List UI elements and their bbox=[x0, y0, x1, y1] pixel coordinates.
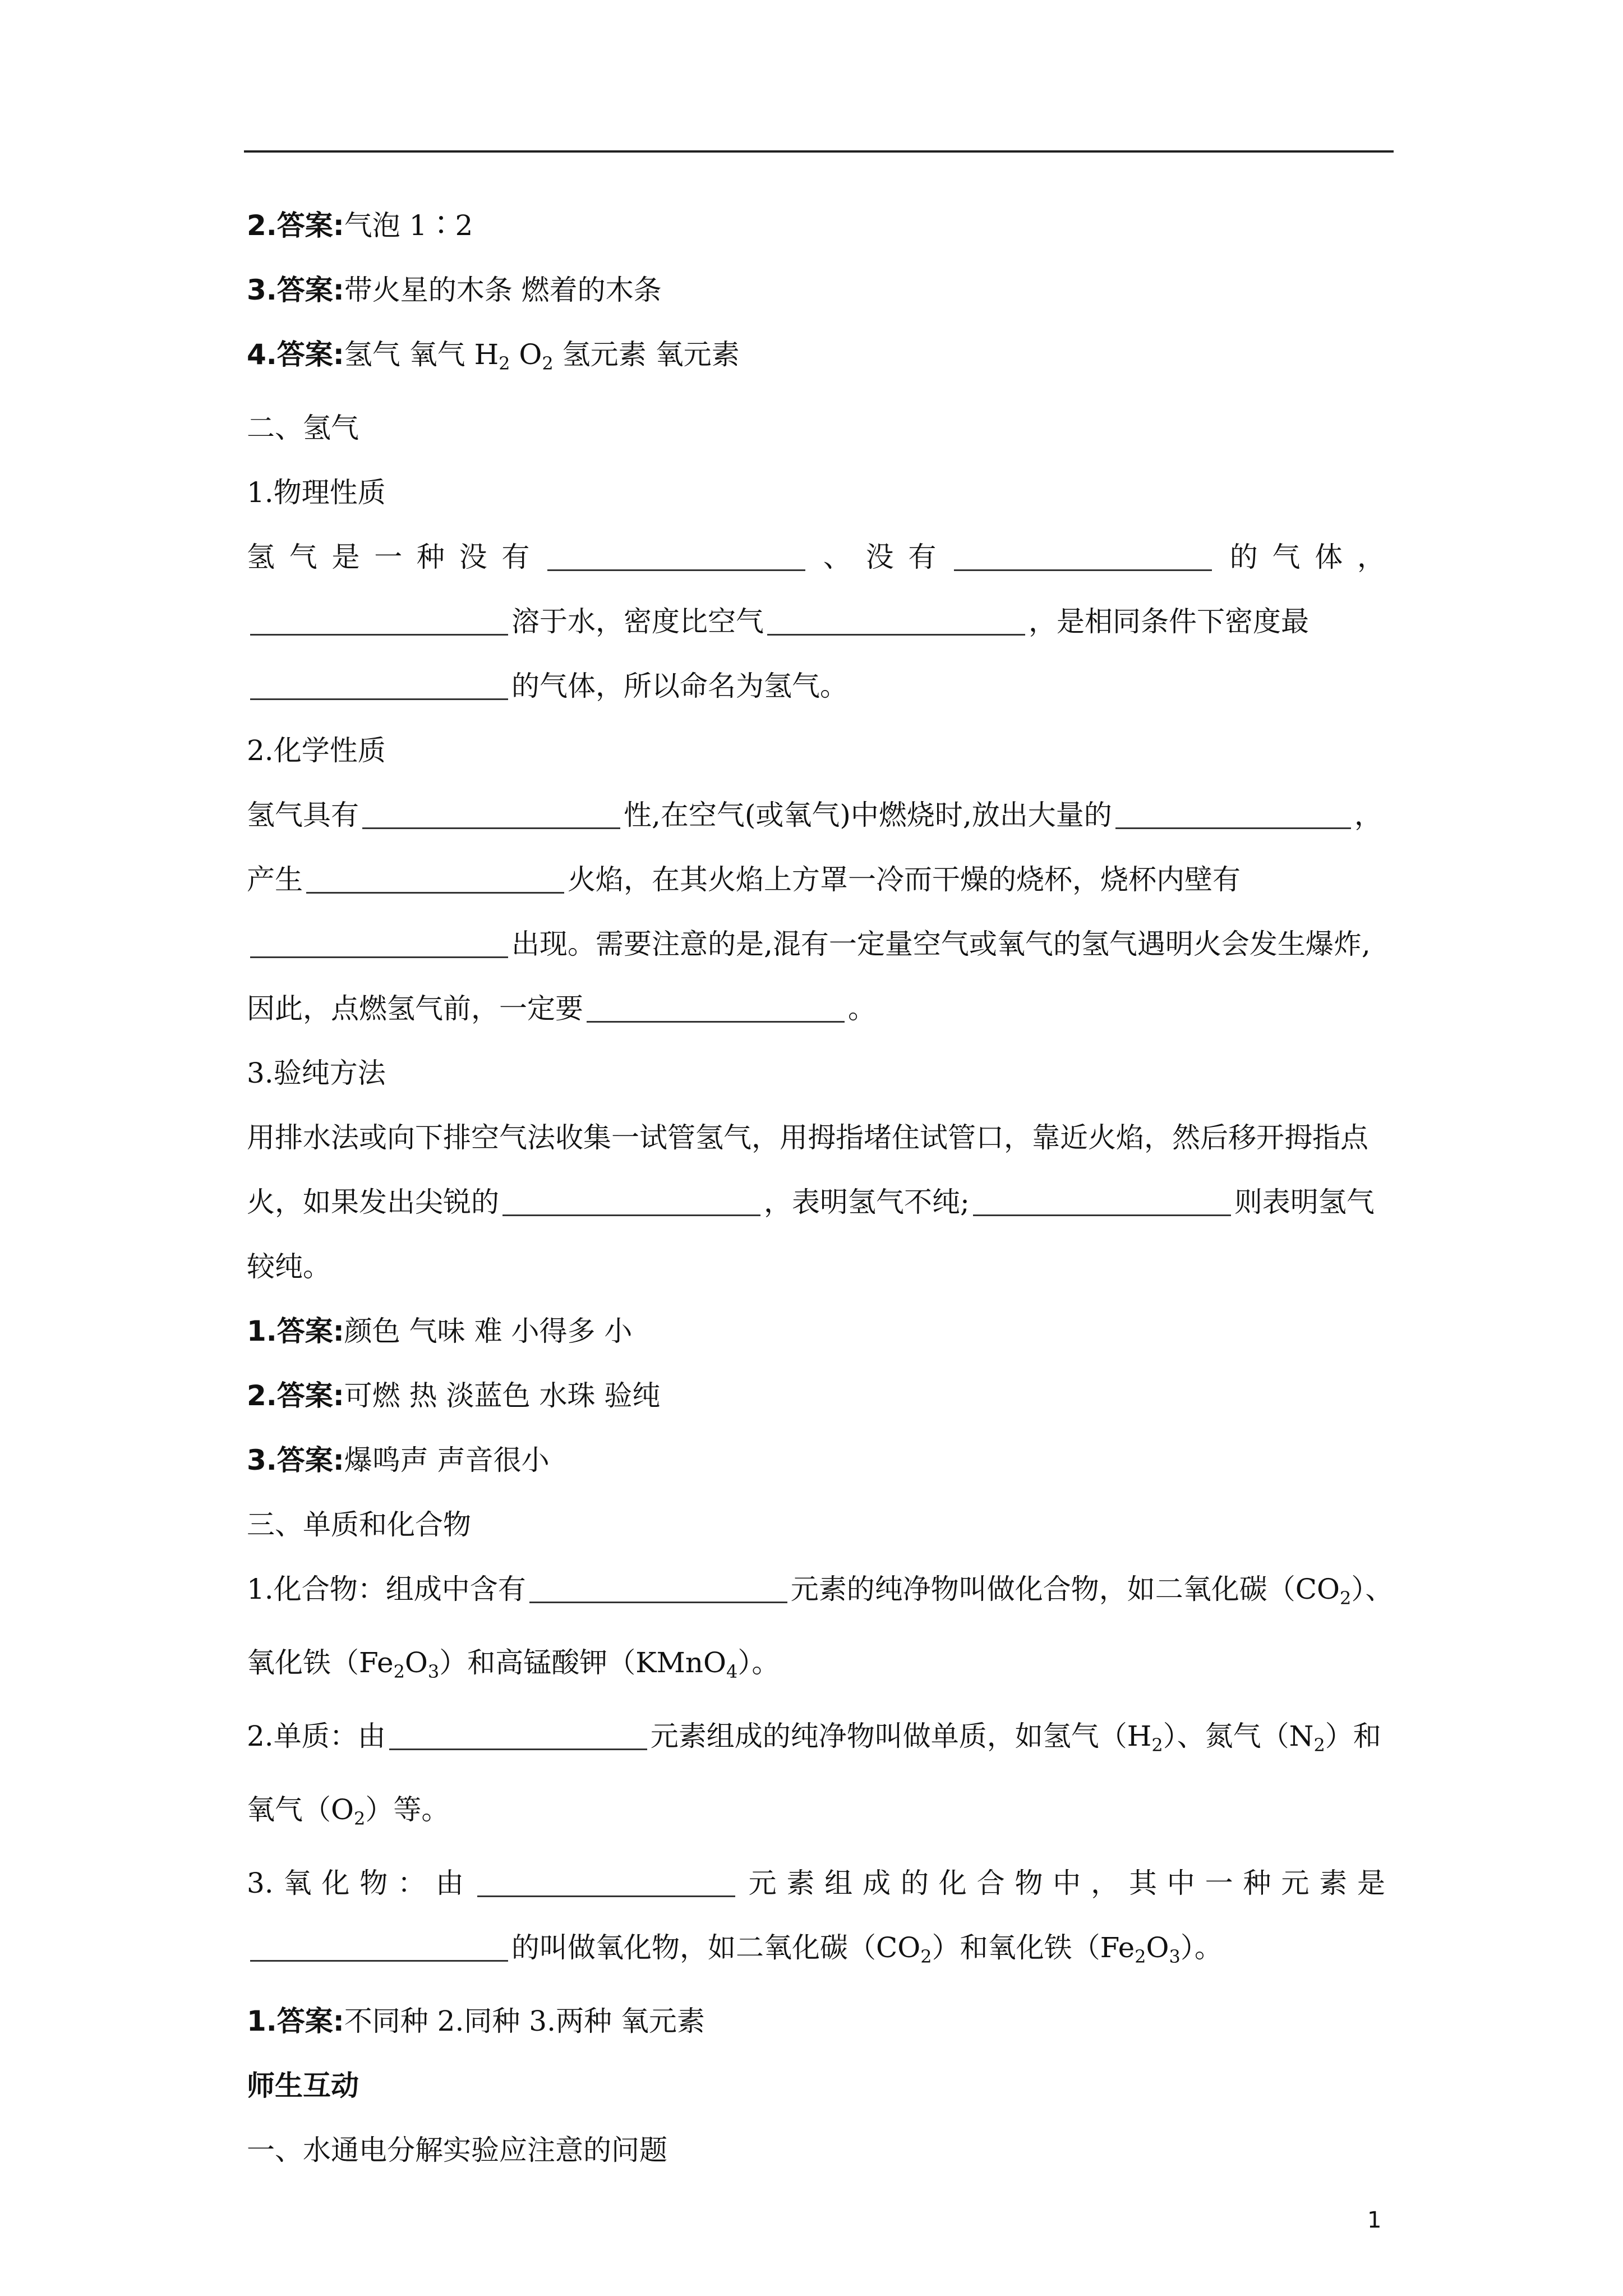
compound-line-2: 氧化铁$(Fe_2O_3)$和高锰酸钾（KMnO$_4$）。 bbox=[247, 1646, 780, 1682]
subsection-physical: 1.物理性质 bbox=[247, 476, 386, 509]
element-line-2: 氧气$(O_2)$等。 bbox=[247, 1793, 450, 1829]
answer-line-2: 2.答案:气泡 1∶2 bbox=[247, 209, 473, 242]
oxide-line-1: 3.氧化物：由 元素组成的化合物中，其中一种元素是 bbox=[247, 1867, 1386, 1899]
chemical-line-4: 因此，点燃氢气前，一定要 。 bbox=[247, 992, 876, 1025]
fill-blank[interactable] bbox=[547, 541, 805, 571]
answer-label: 1.答案: bbox=[247, 1315, 344, 1347]
hydrogen-answer-3: 3.答案:爆鸣声 声音很小 bbox=[247, 1444, 550, 1476]
answer-label: 1.答案: bbox=[247, 2005, 344, 2037]
answer-label: 2.答案: bbox=[247, 1379, 344, 1412]
page-number: 1 bbox=[1367, 2207, 1382, 2233]
chemical-line-3: 出现。需要注意的是,混有一定量空气或氧气的氢气遇明火会发生爆炸, bbox=[247, 912, 1385, 977]
answer-line-4: 4.答案:氢气 氧气 $H_2$ $O_2$ 氢元素 氧元素 bbox=[247, 338, 740, 374]
interaction-item-1: 一、水通电分解实验应注意的问题 bbox=[247, 2134, 667, 2166]
subsection-purity-test: 3.验纯方法 bbox=[247, 1057, 386, 1089]
chemical-line-1: 氢气具有 性,在空气(或氧气)中燃烧时,放出大量的 ， bbox=[247, 799, 1382, 831]
fill-blank[interactable] bbox=[502, 1186, 760, 1216]
physical-line-1: 氢气是一种没有 、没有 的气体， bbox=[247, 541, 1386, 573]
elements-answer: 1.答案:不同种 2.同种 3.两种 氧元素 bbox=[247, 2005, 705, 2037]
answer-label: 3.答案: bbox=[247, 274, 344, 306]
fill-blank[interactable] bbox=[250, 1932, 508, 1962]
purity-line-2: 火，如果发出尖锐的 ，表明氢气不纯; 则表明氢气 bbox=[247, 1186, 1375, 1218]
fill-blank[interactable] bbox=[767, 606, 1025, 636]
answer-label: 4.答案: bbox=[247, 338, 344, 371]
fill-blank[interactable] bbox=[306, 864, 564, 894]
oxide-line-2: 的叫做氧化物，如二氧化碳$(CO_2)$和氧化铁$(Fe_2O_3)$。 bbox=[247, 1916, 1385, 1989]
fill-blank[interactable] bbox=[250, 928, 508, 958]
hydrogen-answer-2: 2.答案:可燃 热 淡蓝色 水珠 验纯 bbox=[247, 1379, 661, 1412]
purity-line-1: 用排水法或向下排空气法收集一试管氢气，用拇指堵住试管口，靠近火焰，然后移开拇指点 bbox=[247, 1121, 1368, 1154]
physical-line-3: 的气体，所以命名为氢气。 bbox=[247, 654, 1385, 719]
section-title-interaction: 师生互动 bbox=[247, 2069, 359, 2102]
fill-blank[interactable] bbox=[477, 1867, 735, 1897]
element-line-1: 2.单质：由 元素组成的纯净物叫做单质，如氢气$(H_2)$、氮气$(N_2)$和 bbox=[247, 1720, 1381, 1756]
fill-blank[interactable] bbox=[954, 541, 1212, 571]
subsection-chemical: 2.化学性质 bbox=[247, 734, 386, 767]
answer-line-3: 3.答案:带火星的木条 燃着的木条 bbox=[247, 274, 662, 306]
fill-blank[interactable] bbox=[973, 1186, 1231, 1216]
physical-line-2: 溶于水，密度比空气 ，是相同条件下密度最 bbox=[247, 590, 1385, 654]
fill-blank[interactable] bbox=[587, 993, 845, 1023]
fill-blank[interactable] bbox=[250, 606, 508, 636]
document-body bbox=[247, 194, 1394, 2183]
fill-blank[interactable] bbox=[1115, 799, 1351, 829]
section-title-hydrogen: 二、氢气 bbox=[247, 412, 359, 444]
fill-blank[interactable] bbox=[362, 799, 620, 829]
header-rule bbox=[244, 150, 1394, 153]
answer-label: 2.答案: bbox=[247, 209, 344, 242]
fill-blank[interactable] bbox=[250, 670, 508, 700]
fill-blank[interactable] bbox=[389, 1720, 647, 1750]
purity-line-3: 较纯。 bbox=[247, 1250, 331, 1283]
chemical-line-2: 产生 火焰，在其火焰上方罩一冷而干燥的烧杯，烧杯内壁有 bbox=[247, 863, 1241, 896]
fill-blank[interactable] bbox=[529, 1573, 787, 1603]
answer-label: 3.答案: bbox=[247, 1444, 344, 1476]
compound-line-1: 1.化合物：组成中含有 元素的纯净物叫做化合物，如二氧化碳$(CO_2)$、 bbox=[247, 1573, 1394, 1609]
section-title-elements-compounds: 三、单质和化合物 bbox=[247, 1508, 471, 1541]
hydrogen-answer-1: 1.答案:颜色 气味 难 小得多 小 bbox=[247, 1315, 633, 1347]
